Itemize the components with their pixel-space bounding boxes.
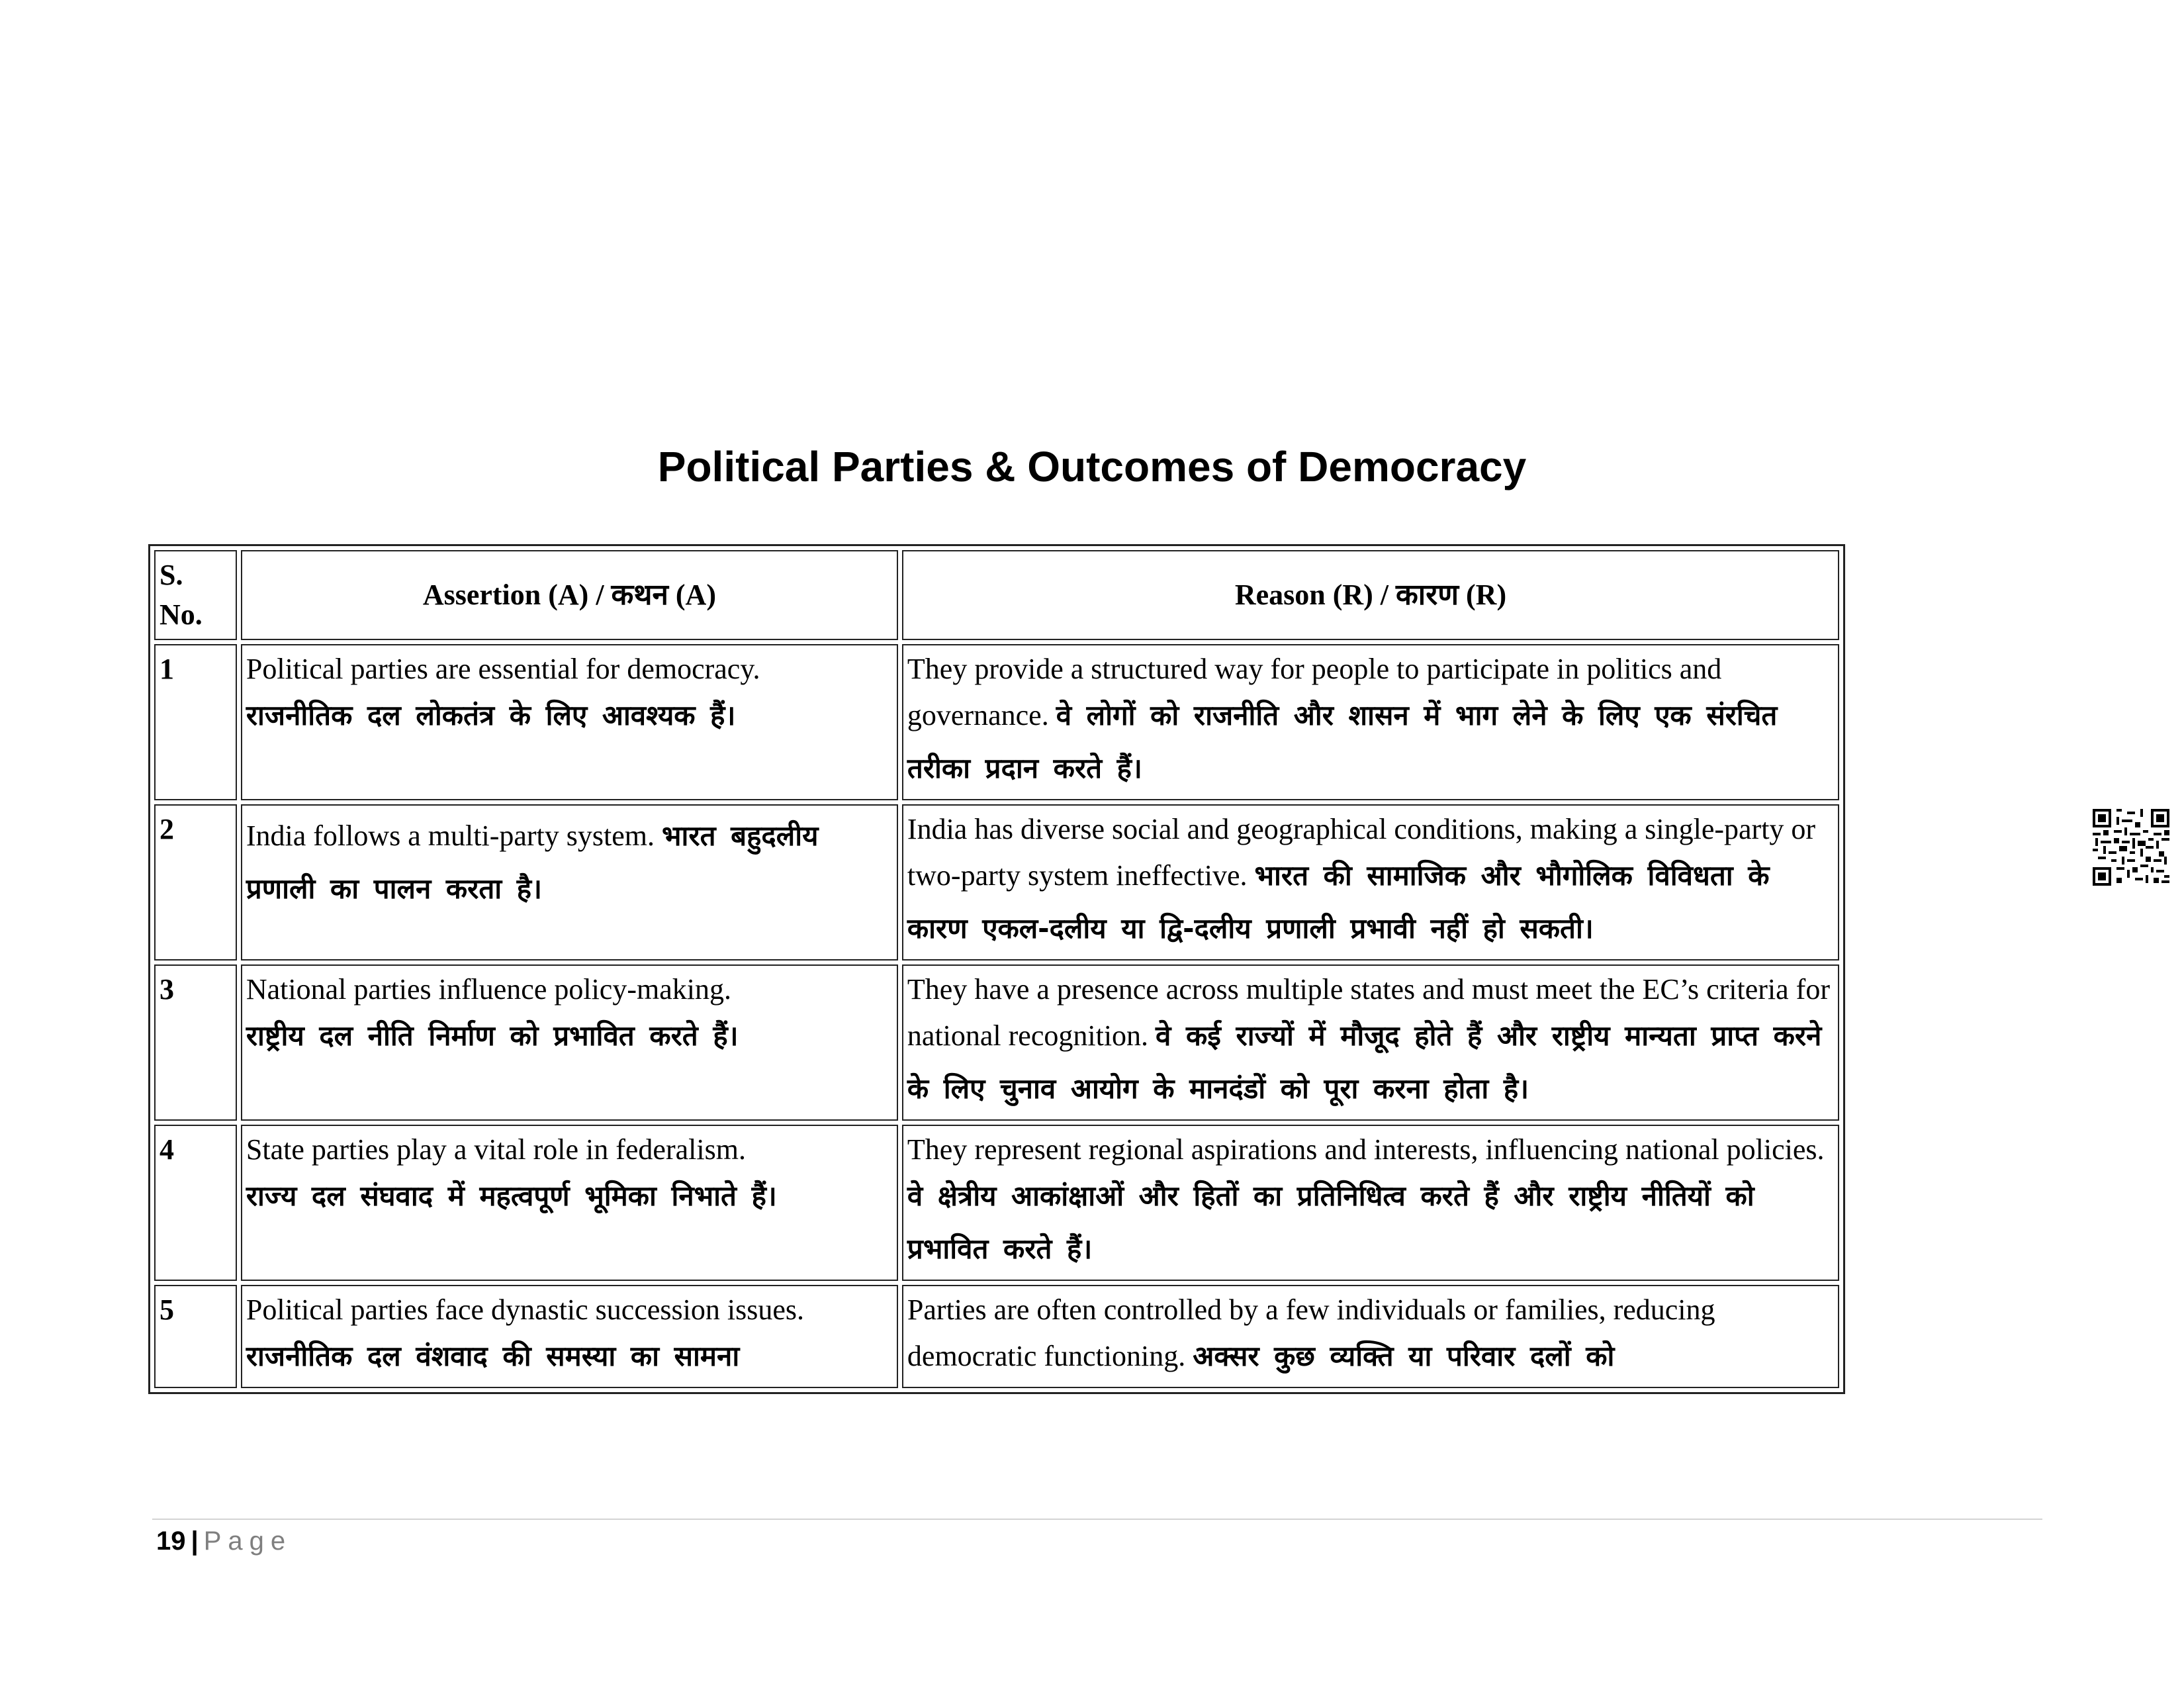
assertion-cell [241,644,898,800]
table-row [154,964,1839,1121]
page-footer [156,1526,292,1556]
assertion-cell [241,1125,898,1281]
reason-cell [902,1285,1839,1388]
assertion-en: Political parties are essential for democracy. [246,653,760,685]
table-row [154,644,1839,800]
footer-separator: | [191,1526,199,1556]
assertion-cell [241,804,898,961]
qr-code-icon [2093,809,2169,886]
header-sno: S. No. [154,550,237,640]
reason-hi: भारत की सामाजिक और भौगोलिक विविधता के कारण एकल-दलीय या द्वि-दलीय प्रणाली प्रभावी नहीं हो सकती। [907,859,1770,945]
reason-hi: वे क्षेत्रीय आकांक्षाओं और हितों का प्रतिनिधित्व करते हैं और राष्ट्रीय नीतियों को प्रभावित करते हैं। [907,1180,1754,1265]
reason-cell [902,644,1839,800]
page-title: Political Parties & Outcomes of Democracy [657,443,1527,491]
assertion-reason-table [148,544,1845,1394]
header-assertion: Assertion (A) / कथन (A) [241,550,898,640]
assertion-en: State parties play a vital role in federalism. [246,1133,746,1166]
assertion-en: India follows a multi-party system. [246,820,655,852]
reason-en: Parties are often controlled by a few individuals or families, reducing democratic functioning. [907,1293,1715,1372]
table-row [154,804,1839,961]
assertion-hi: राजनीतिक दल लोकतंत्र के लिए आवश्यक हैं। [246,699,736,731]
reason-en: They represent regional aspirations and interests, influencing national policies. [907,1133,1825,1166]
reason-en: India has diverse social and geographical conditions, making a single-party or two-party system ineffective. [907,813,1816,892]
reason-cell [902,964,1839,1121]
row-sno: 5 [154,1285,237,1388]
page-number: 19 [156,1526,186,1556]
reason-cell [902,804,1839,961]
reason-en: They provide a structured way for people to participate in politics and governance. [907,653,1722,731]
page-label: Page [203,1526,293,1556]
reason-cell [902,1125,1839,1281]
reason-en: They have a presence across multiple states and must meet the EC’s criteria for national recognition. [907,973,1830,1052]
reason-hi: अक्सर कुछ व्यक्ति या परिवार दलों को [1193,1340,1615,1372]
row-sno: 3 [154,964,237,1121]
assertion-hi: राष्ट्रीय दल नीति निर्माण को प्रभावित करते हैं। [246,1019,739,1052]
assertion-hi: भारत बहुदलीय प्रणाली का पालन करता है। [246,820,819,905]
assertion-cell [241,964,898,1121]
table-row [154,1125,1839,1281]
reason-hi: वे कई राज्यों में मौजूद होते हैं और राष्ट्रीय मान्यता प्राप्त करने के लिए चुनाव आयोग के मानदंडों को पूरा करना होता है। [907,1019,1822,1105]
header-reason: Reason (R) / कारण (R) [902,550,1839,640]
assertion-en: Political parties face dynastic succession issues. [246,1293,804,1326]
assertion-hi: राजनीतिक दल वंशवाद की समस्या का सामना [246,1340,740,1372]
reason-hi: वे लोगों को राजनीति और शासन में भाग लेने के लिए एक संरचित तरीका प्रदान करते हैं। [907,699,1778,784]
assertion-en: National parties influence policy-making. [246,973,731,1006]
row-sno: 1 [154,644,237,800]
row-sno: 4 [154,1125,237,1281]
footer-divider [152,1519,2042,1520]
table-row [154,1285,1839,1388]
row-sno: 2 [154,804,237,961]
assertion-cell [241,1285,898,1388]
table-header-row [154,550,1839,640]
assertion-hi: राज्य दल संघवाद में महत्वपूर्ण भूमिका निभाते हैं। [246,1180,777,1212]
